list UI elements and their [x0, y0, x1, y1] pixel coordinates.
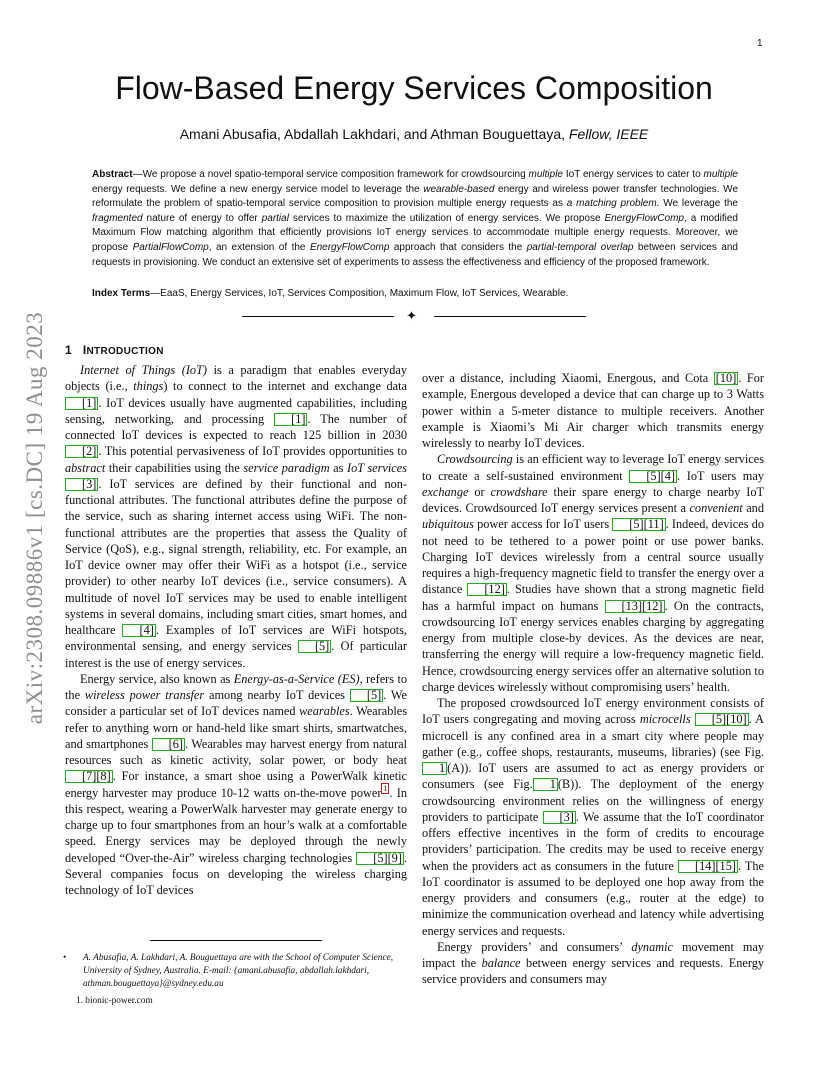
paragraph	[65, 671, 407, 899]
affiliation-footnote	[65, 952, 407, 991]
text-run: . Studies have shown that a strong magnetic field has a harmful impact on humans	[422, 582, 764, 613]
text-run: . In this respect, wearing a PowerWalk harvester may generate energy to charge up to four smartphones from an hour’s walk at a comfortable speed. Energy services may be deployed through the newly developed “Over-the-Air” wireless charging technologies	[65, 785, 407, 865]
section-title-rest: NTRODUCTION	[86, 346, 164, 357]
arxiv-identifier[interactable]: arXiv:2308.09886v1 [cs.DC] 19 Aug 2023	[22, 311, 47, 725]
emphasis: wearables	[299, 704, 350, 719]
text-run: power access for IoT users	[473, 517, 613, 532]
text-run: . IoT users may	[677, 468, 764, 483]
citation-link[interactable]: [5][11]	[612, 518, 665, 531]
text-run: is a paradigm that enables everyday objects (i.e.,	[65, 363, 407, 394]
text-run: . Of particular interest is the use of energy services.	[65, 639, 407, 670]
author-fellow: Fellow, IEEE	[568, 126, 649, 142]
separator-diamond-icon: ✦	[406, 309, 417, 324]
text-run: . We consider a particular set of IoT devices named	[65, 688, 407, 719]
text-run: among nearby IoT devices	[204, 688, 350, 702]
emphasis: microcells	[639, 712, 691, 727]
section-number: 1	[65, 343, 72, 357]
affiliation-text: A. Abusafia, A. Lakhdari, A. Bouguettaya are with the School of Computer Science, University of Sydney, Australia. E-mail: {amani.abusafia, abdallah.lakhdari, athman.bouguettaya}@sydney.edu.au	[83, 953, 394, 989]
emphasis: exchange	[422, 484, 469, 499]
footnote-rule	[150, 940, 322, 941]
text-run: , refers to the	[65, 671, 408, 702]
footnote-1[interactable]: 1. bionic-power.com	[76, 996, 153, 1006]
abstract-text: between services and requests in provisioning. We conduct an extensive set of experiments to assess the effectiveness and efficiency of the proposed framework.	[92, 241, 738, 268]
citation-link[interactable]: 1	[533, 778, 558, 791]
citation-link[interactable]: [5]	[350, 689, 383, 702]
emphasis: wireless power transfer	[84, 688, 205, 702]
text-run: . We assume that the IoT coordinator offers effective incentives in the form of credits to encourage providers’ participation. The credits may be used to receive energy when the providers act as consumers in the future	[422, 809, 764, 873]
abstract-label: Abstract	[92, 169, 133, 180]
citation-link[interactable]: 1	[422, 762, 447, 775]
abstract-emph: partial-temporal overlap	[526, 241, 634, 253]
abstract-text: , a modified Maximum Flow matching algorithm that efficiently provisions IoT energy services to accommodate multiple energy requests. Moreover, we propose	[92, 212, 738, 253]
citation-link[interactable]: [4]	[122, 624, 155, 637]
paragraph	[422, 695, 764, 939]
index-terms-label: Index Terms	[92, 288, 151, 299]
text-run: . Wearables may harvest energy from natural resources such as kinetic activity, solar power, or body heat	[65, 736, 407, 767]
emphasis: convenient	[689, 501, 743, 515]
citation-link[interactable]: [1]	[65, 397, 98, 410]
index-terms	[92, 288, 738, 299]
paragraph	[422, 370, 764, 451]
text-run: their spare energy to charge nearby IoT devices. Crowdsourced IoT energy services present a	[422, 484, 764, 515]
text-run: . The number of connected IoT devices is expected to reach 125 billion in 2030	[65, 411, 407, 442]
abstract-text: IoT energy services to cater to	[562, 169, 704, 180]
text-run: (B)). The deployment of the energy crowdsourcing environment relies on the willingness of energy providers to participate	[422, 777, 764, 824]
abstract-emph: EnergyFlowComp	[309, 241, 390, 253]
text-run: . Several companies focus on developing the wireless charging technology of IoT devices	[65, 850, 407, 897]
abstract-text: , an extension of the	[208, 241, 310, 253]
text-run: . IoT services are defined by their functional and non-functional attributes. The functional attributes define the purpose of the service, such as sharing internet access using WiFi. The non-functional attributes are the properties that assess the Quality of Service (QoS), e.g., signal strength, reliability, etc. For example, an IoT device owner may offer their WiFi as a hotspot (i.e., service provider) to other nearby IoT devices (i.e., service consumers). A multitude of novel IoT services may be used to enable intelligent systems in several domains, including smart cities, smart homes, and healthcare	[65, 476, 407, 637]
abstract-emph: multiple	[528, 169, 563, 180]
abstract-text: energy requests. We define a new energy service model to leverage the	[92, 183, 424, 195]
text-run: and	[742, 501, 764, 515]
index-terms-text: —EaaS, Energy Services, IoT, Services Composition, Maximum Flow, IoT Services, Wearable.	[150, 288, 569, 299]
citation-link[interactable]: [5]	[298, 640, 331, 653]
text-run: Energy service, also known as	[80, 671, 234, 686]
page-number: 1	[757, 38, 763, 49]
emphasis: ubiquitous	[422, 517, 474, 532]
abstract-text: We propose a novel spatio-temporal service composition framework for crowdsourcing	[142, 169, 529, 180]
text-run: . IoT devices usually have augmented capabilities, including sensing, networking, and processing	[65, 395, 407, 426]
text-run: (A)). IoT users are assumed to act as energy providers or consumers (see Fig.	[422, 761, 764, 792]
text-run: over a distance, including Xiaomi, Energous, and Cota	[422, 371, 714, 385]
emphasis: IoT services	[346, 460, 408, 475]
citation-link[interactable]: [6]	[152, 738, 185, 751]
text-run: The proposed crowdsourced IoT energy environment consists of IoT users congregating and moving across	[422, 696, 764, 727]
author-list	[0, 126, 828, 142]
citation-link[interactable]: [5][10]	[695, 713, 749, 726]
abstract-text: nature of energy to offer	[142, 212, 262, 224]
text-run: their capabilities using the	[105, 460, 244, 475]
separator-line-right	[434, 316, 586, 317]
text-run: . A microcell is any confined area in a smart city where people may gather (e.g., coffee shops, restaurants, museums, libraries) (see Fig.	[422, 712, 764, 759]
text-run: movement may impact the	[422, 939, 764, 970]
abstract	[92, 168, 738, 270]
right-column	[422, 370, 764, 988]
citation-link[interactable]: [13][12]	[605, 600, 665, 613]
abstract-emph: PartialFlowComp	[132, 241, 209, 253]
emphasis: crowdshare	[490, 484, 548, 499]
footnote-marker[interactable]: 1	[383, 784, 388, 794]
text-run: . For instance, a smart shoe using a PowerWalk kinetic energy harvester may produce 10-12 watts on-the-move power	[65, 769, 407, 800]
text-run: . For example, Energous developed a device that can charge up to 3 Watts power within a 5-meter distance to multiple receivers. Another example is Xiaomi’s Mi Air charger which transmits energy wirelessly to nearby IoT devices.	[422, 371, 765, 450]
citation-link[interactable]: [14][15]	[678, 860, 738, 873]
text-run: or	[468, 484, 491, 499]
paragraph	[422, 451, 764, 695]
citation-link[interactable]: [1]	[274, 413, 307, 426]
abstract-text: approach that considers the	[389, 241, 527, 253]
abstract-text: services to maximize the utilization of energy services. We propose	[288, 212, 605, 224]
emphasis: Internet of Things (IoT)	[80, 363, 208, 377]
abstract-text: energy and wireless power transfer technologies. We reformulate the problem of spatio-temporal service composition to provision multiple energy requests as	[92, 183, 739, 210]
abstract-emph: a matching problem.	[566, 198, 660, 210]
abstract-emph: EnergyFlowComp	[604, 212, 684, 224]
citation-link[interactable]: [3]	[65, 478, 98, 491]
citation-link[interactable]: [5][4]	[629, 470, 677, 483]
text-run: between energy services and requests. Energy service providers and consumers may	[422, 956, 764, 987]
citation-link[interactable]: [7][8]	[65, 770, 113, 783]
bullet-icon: •	[63, 953, 67, 963]
abstract-emph: fragmented	[92, 212, 143, 224]
section-separator	[242, 309, 586, 325]
emphasis: things	[133, 379, 164, 394]
text-run: . Wearables refer to anything worn or hand-held like smart shirts, smartwatches, and smartphones	[65, 704, 408, 751]
left-column	[65, 362, 407, 898]
text-run: as	[329, 460, 347, 475]
text-run: . Indeed, devices do not need to be tethered to a power point or use power banks. Charging IoT devices wirelessly from a central source usually requires a high-frequency magnetic field to transfer the energy over a distance	[422, 517, 764, 597]
text-run: Energy providers’ and consumers’	[437, 939, 632, 954]
citation-link[interactable]: [10]	[715, 371, 737, 385]
section-heading	[65, 343, 164, 357]
paragraph	[422, 939, 764, 988]
citation-link[interactable]: [2]	[65, 445, 98, 458]
emphasis: abstract	[65, 460, 106, 475]
emphasis: service paradigm	[243, 460, 330, 475]
citation-link[interactable]: [12]	[467, 583, 507, 596]
citation-link[interactable]: [5][9]	[356, 852, 404, 865]
author-names: Amani Abusafia, Abdallah Lakhdari, and Athman Bouguettaya,	[179, 126, 565, 142]
text-run: is an efficient way to leverage IoT energy services to create a self-sustained environment	[422, 452, 764, 483]
text-run: ) to connect to the internet and exchange data	[163, 379, 408, 394]
citation-link[interactable]: [3]	[543, 811, 576, 824]
paragraph	[65, 362, 407, 671]
section-title-initial: I	[82, 343, 87, 357]
abstract-text: We leverage the	[659, 198, 738, 210]
text-run: . This potential pervasiveness of IoT provides opportunities to	[98, 444, 407, 459]
text-run: . The IoT coordinator is assumed to be deployed one hop away from the energy providers and consumers (e.g., router at the edge) to minimize the communication overhead and latency while advertising energy services and requests.	[422, 858, 765, 938]
emphasis: Energy-as-a-Service (ES)	[233, 671, 360, 686]
abstract-emph: partial	[261, 212, 289, 224]
abstract-dash: —	[132, 169, 143, 180]
text-run: . Examples of IoT services are WiFi hotspots, environmental sensing, and energy services	[65, 623, 407, 654]
abstract-emph: wearable-based	[423, 183, 495, 195]
text-run: . On the contracts, crowdsourcing IoT energy services enables charging by aggregating energy from multiple close-by devices. As the devices are near, transferring the energy will require a low-frequency magnetic field. Hence, crowdsourcing energy services offer an alternative solution to charge devices wirelessly without compromising users’ health.	[422, 598, 764, 694]
emphasis: Crowdsourcing	[437, 452, 513, 467]
paper-title: Flow-Based Energy Services Composition	[115, 70, 713, 106]
emphasis: dynamic	[631, 939, 673, 954]
emphasis: balance	[481, 956, 521, 970]
abstract-emph: multiple	[703, 169, 738, 180]
separator-line-left	[242, 316, 394, 317]
